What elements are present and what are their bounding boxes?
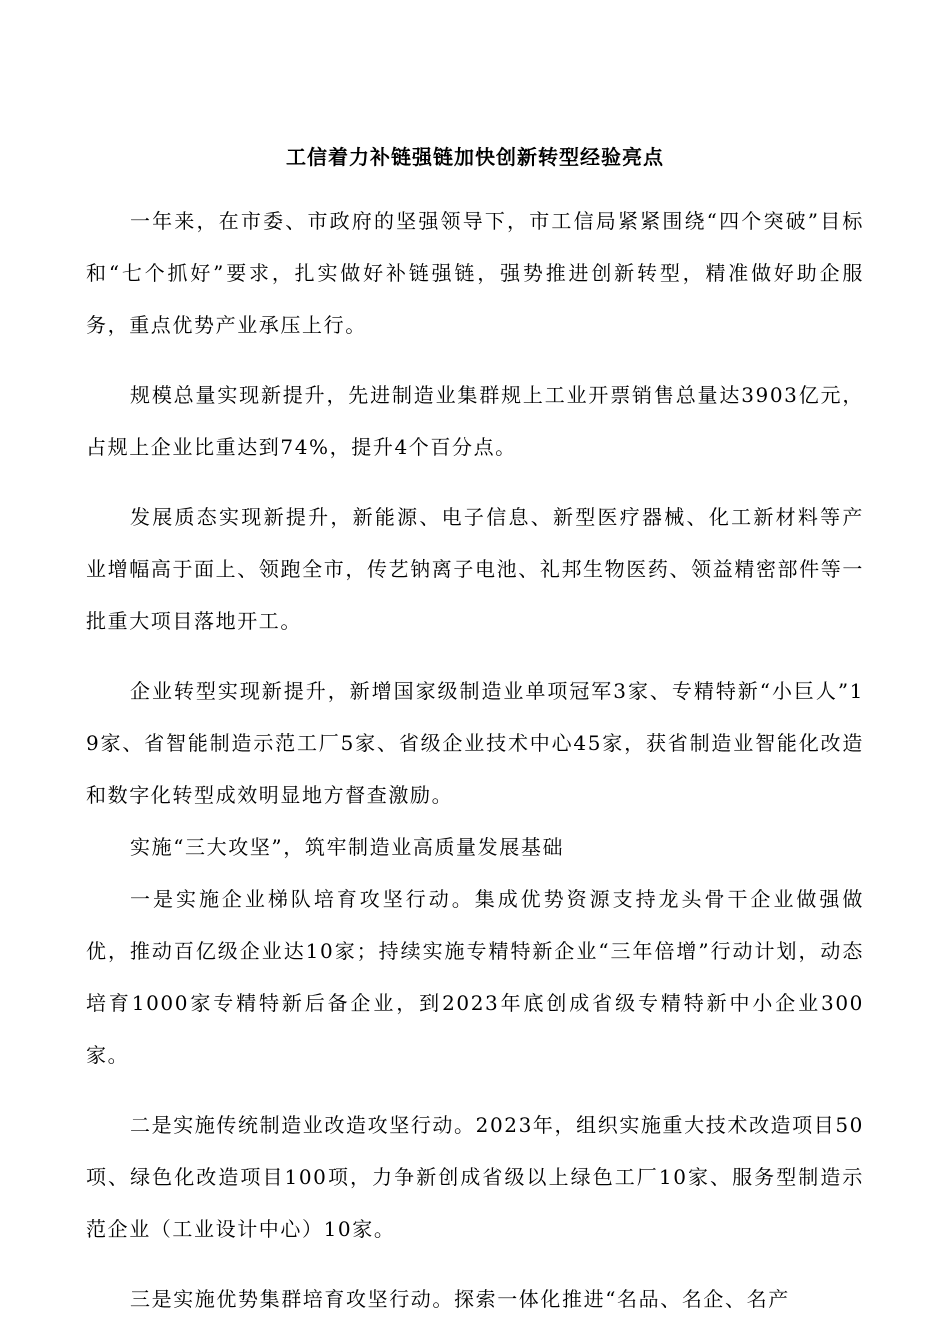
paragraph-item-one: 一是实施企业梯队培育攻坚行动。集成优势资源支持龙头骨干企业做强做优，推动百亿级企业达10家；持续实施专精特新企业“三年倍增”行动计划，动态培育1000家专精特新后备企业，到2023年底创成省级专精特新中小企业300家。 [86, 887, 864, 1067]
paragraph-quality: 发展质态实现新提升，新能源、电子信息、新型医疗器械、化工新材料等产业增幅高于面上、领跑全市，传艺钠离子电池、礼邦生物医药、领益精密部件等一批重大项目落地开工。 [86, 505, 864, 633]
paragraph-intro: 一年来，在市委、市政府的坚强领导下，市工信局紧紧围绕“四个突破”目标和“七个抓好”要求，扎实做好补链强链，强势推进创新转型，精准做好助企服务，重点优势产业承压上行。 [86, 209, 864, 337]
paragraph-scale: 规模总量实现新提升，先进制造业集群规上工业开票销售总量达3903亿元，占规上企业比重达到74%，提升4个百分点。 [86, 383, 864, 459]
paragraph-transformation: 企业转型实现新提升，新增国家级制造业单项冠军3家、专精特新“小巨人”19家、省智能制造示范工厂5家、省级企业技术中心45家，获省制造业智能化改造和数字化转型成效明显地方督查激励。 [86, 679, 864, 807]
paragraph-item-two: 二是实施传统制造业改造攻坚行动。2023年，组织实施重大技术改造项目50项、绿色化改造项目100项，力争新创成省级以上绿色工厂10家、服务型制造示范企业（工业设计中心）10家。 [86, 1113, 864, 1241]
paragraph-section-heading: 实施“三大攻坚”，筑牢制造业高质量发展基础 [130, 835, 565, 859]
document-title: 工信着力补链强链加快创新转型经验亮点 [286, 145, 664, 169]
document-body [86, 195, 864, 1325]
paragraph-item-three: 三是实施优势集群培育攻坚行动。探索一体化推进“名品、名企、名产 [130, 1287, 790, 1311]
